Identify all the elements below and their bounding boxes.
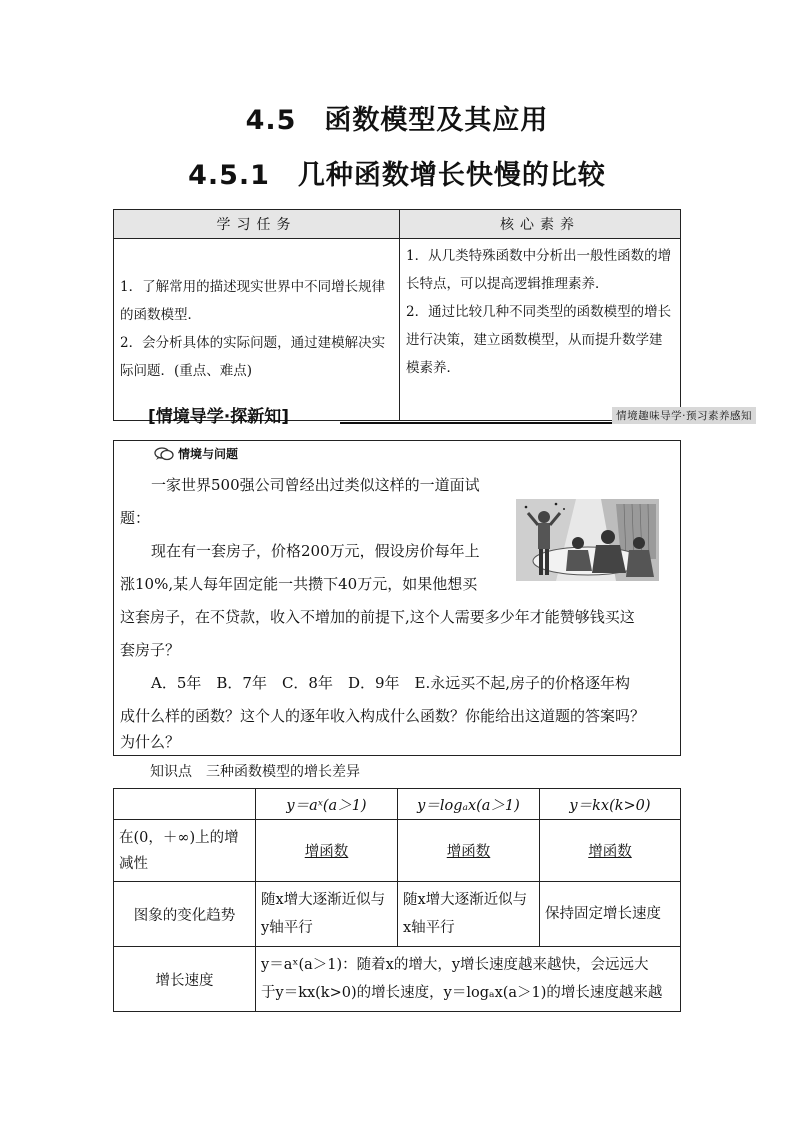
tasks-cell [114,239,400,421]
scenario-text: 成什么样的函数？这个人的逐年收入构成什么函数？你能给出这道题的答案吗？ [120,707,646,725]
cell-trend-linear: 保持固定增长速度 [540,882,681,947]
scenario-heading [154,445,238,462]
subsection-title: 4.5.1 几种函数增长快慢的比较 [188,160,606,191]
row-label-growth-rate: 增长速度 [114,947,256,1012]
task-item: 2．会分析具体的实际问题，通过建模解决实际问题．(重点、难点) [120,335,386,379]
scenario-box [113,440,681,756]
cell-trend-logarithmic: 随x增大逐渐近似与x轴平行 [398,882,540,947]
empty-corner-cell [114,789,256,820]
interview-illustration [516,499,659,581]
scenario-text: 现在有一套房子，价格200万元，假设房价每年上 [151,542,480,560]
scenario-text: 为什么？ [120,733,181,751]
scenario-heading-text: 情境与问题 [178,447,239,461]
section-bar [148,402,756,427]
section-tag: 情境趣味导学·预习素养感知 [612,407,756,424]
cell-monotonic-logarithmic [398,820,540,882]
cell-growth-rate [256,947,681,1012]
scenario-text: 涨10%,某人每年固定能一共攒下40万元，如果他想买 [120,575,478,593]
tasks-table [113,209,681,421]
col-header-linear: y＝kx(k>0) [540,789,681,820]
cell-trend-exponential: 随x增大逐渐近似与y轴平行 [256,882,398,947]
knowledge-point-title: 知识点 三种函数模型的增长差异 [150,764,360,780]
section-title: 4.5 函数模型及其应用 [245,105,549,136]
section-label: [情境导学·探新知] [148,407,289,427]
scenario-text: 题： [120,509,151,527]
literacy-cell [400,239,681,421]
cell-monotonic-linear [540,820,681,882]
row-label-monotonicity: 在(0，＋∞)上的增减性 [114,820,256,882]
scenario-text: 这套房子，在不贷款，收入不增加的前提下,这个人需要多少年才能赞够钱买这 [120,608,635,626]
scenario-text: A．5年 B．7年 C．8年 D．9年 E.永远买不起,房子的价格逐年构 [151,674,631,692]
cell-monotonic-exponential [256,820,398,882]
literacy-item: 1．从几类特殊函数中分析出一般性函数的增长特点，可以提高逻辑推理素养． [406,248,672,292]
cell-value: 增函数 [304,844,349,860]
literacy-header: 核心素养 [400,210,681,239]
growth-comparison-table [113,788,681,1012]
tasks-header: 学习任务 [114,210,400,239]
cell-value: 增函数 [446,844,491,860]
growth-rate-line: 于y＝kx(k>0)的增长速度，y＝logₐx(a＞1)的增长速度越来越 [261,985,663,1001]
chat-bubble-icon [154,447,174,461]
growth-rate-line: y＝aˣ(a＞1)：随着x的增大，y增长速度越来越快，会远远大 [261,957,649,973]
col-header-exponential: y＝aˣ(a＞1) [256,789,398,820]
row-label-trend: 图象的变化趋势 [114,882,256,947]
literacy-item: 2．通过比较几种不同类型的函数模型的增长进行决策，建立函数模型，从而提升数学建模素养． [406,304,672,376]
scenario-text: 一家世界500强公司曾经出过类似这样的一道面试 [151,476,480,494]
scenario-text: 套房子？ [120,641,181,659]
col-header-logarithmic: y＝logₐx(a＞1) [398,789,540,820]
cell-value: 增函数 [588,844,632,860]
task-item: 1．了解常用的描述现实世界中不同增长规律的函数模型． [120,279,386,323]
